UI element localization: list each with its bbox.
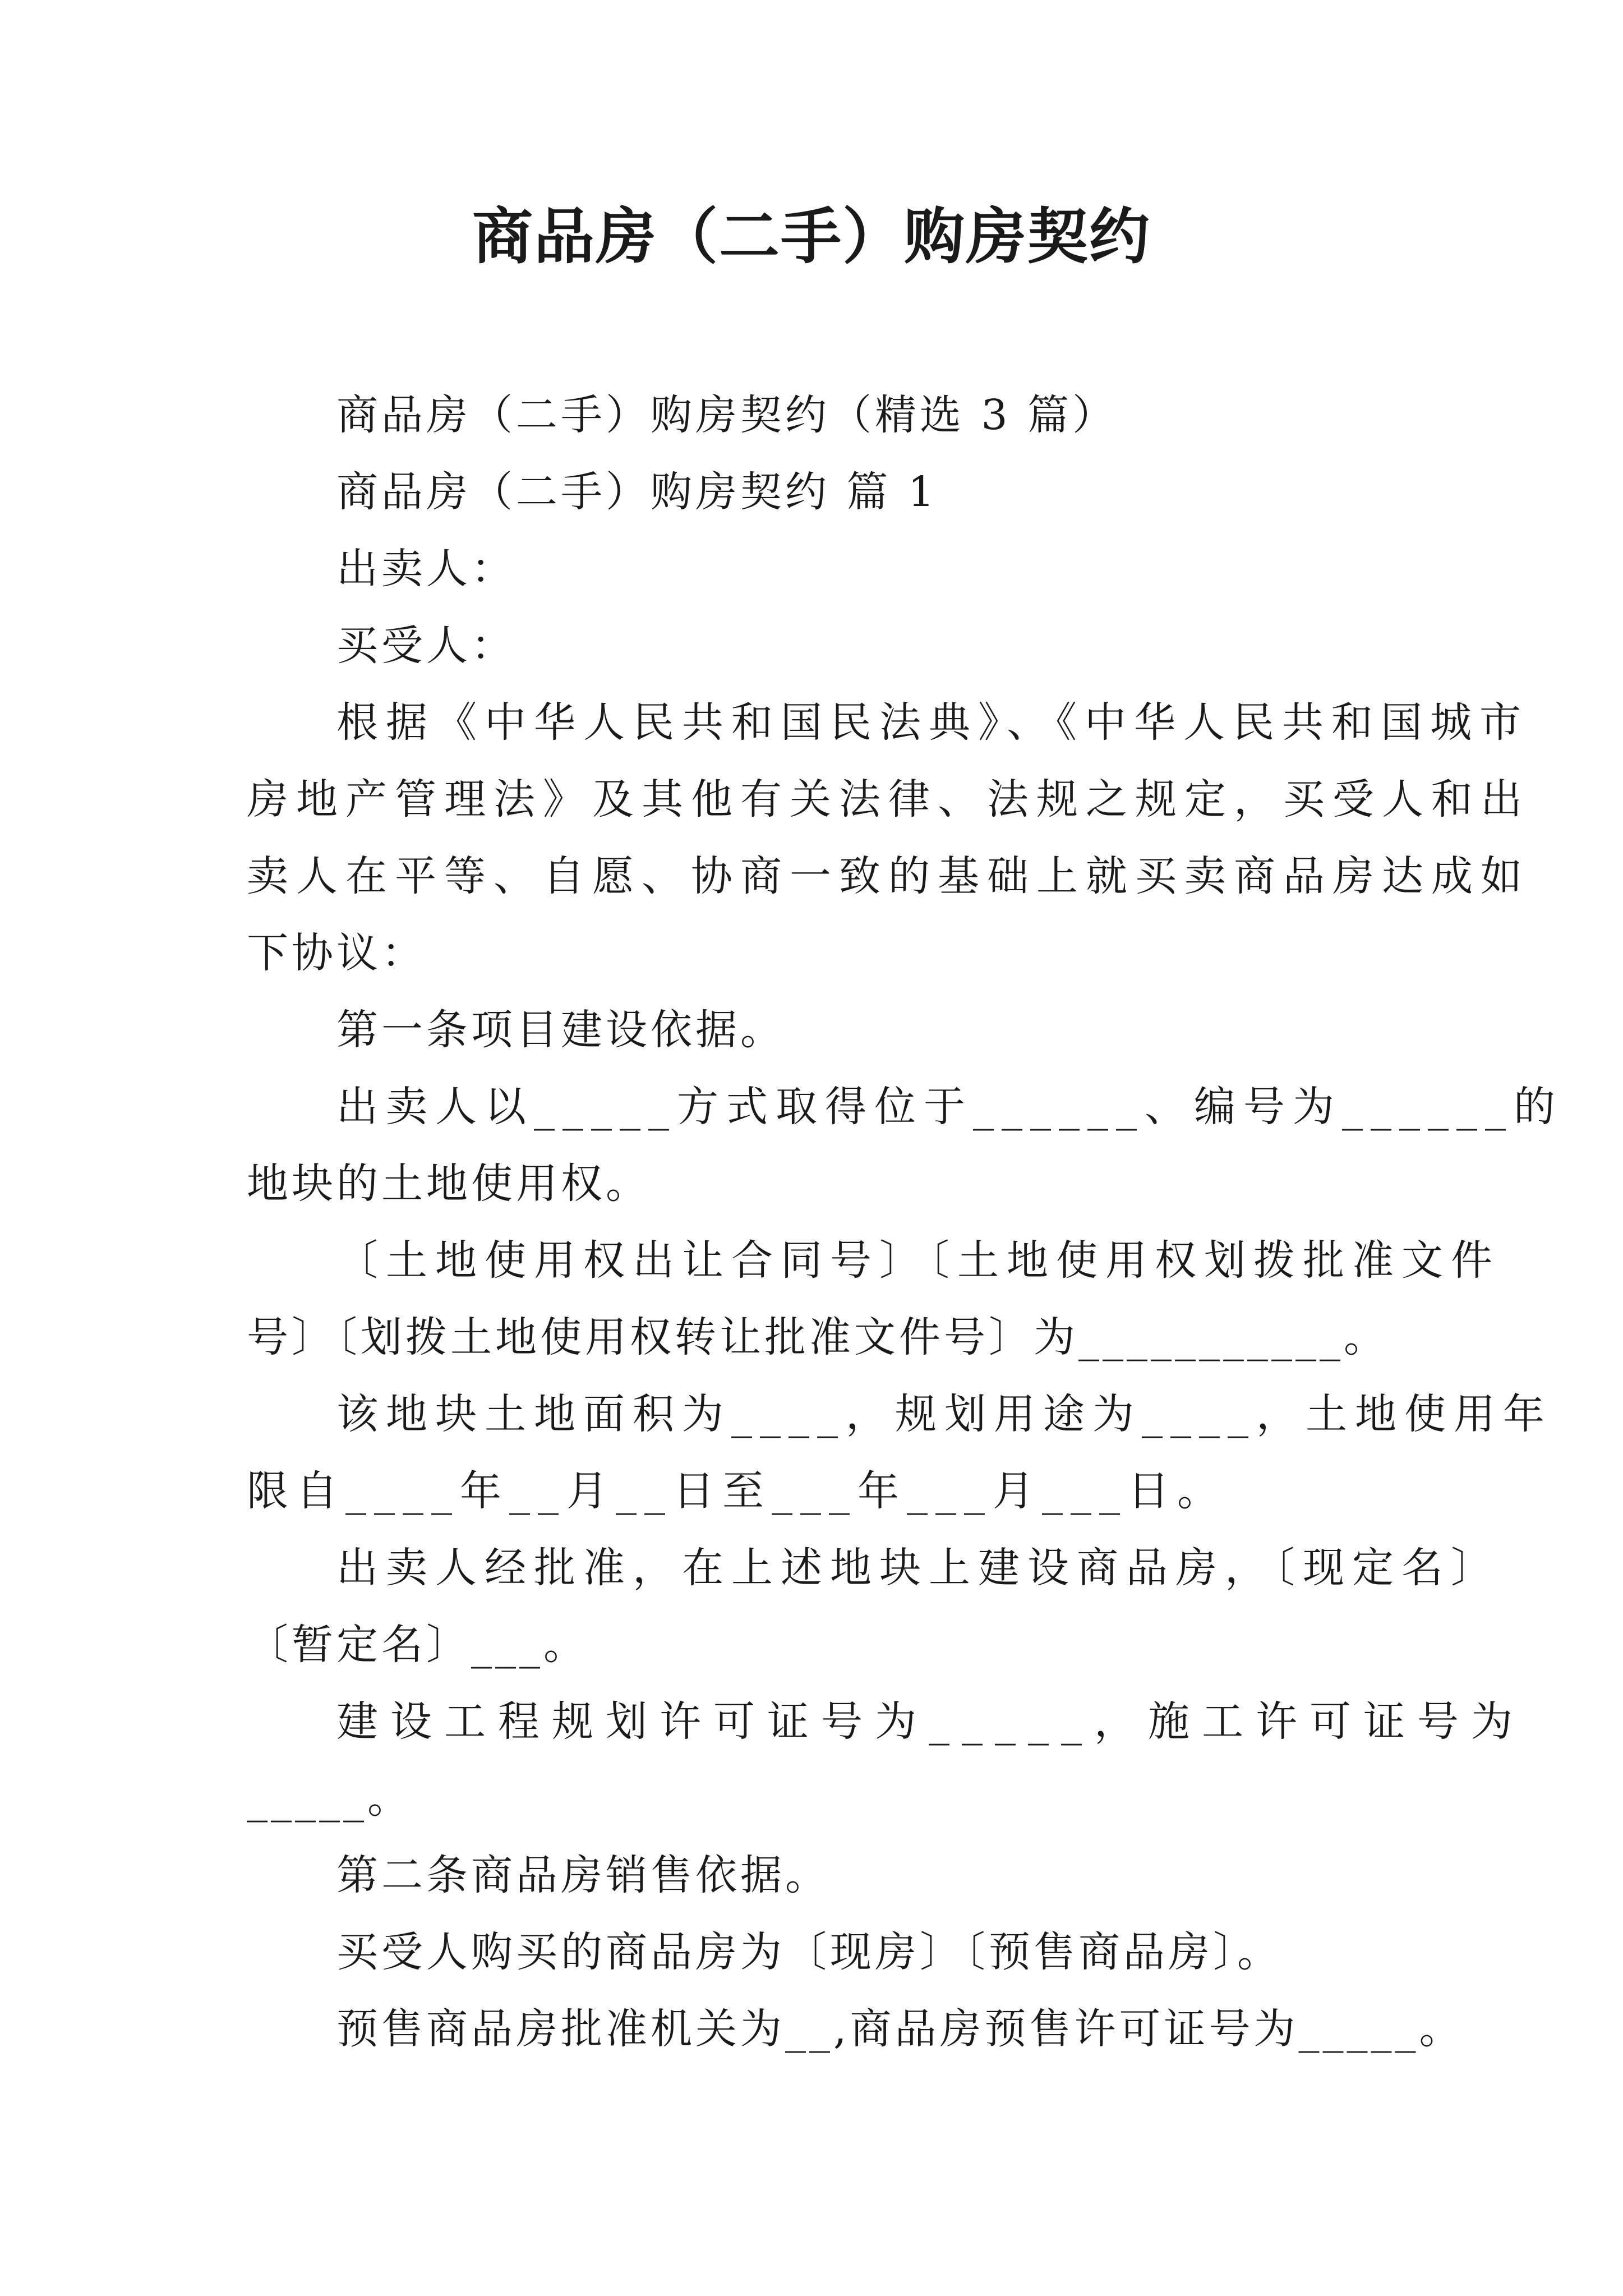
section-heading: 商品房（二手）购房契约 篇 1 [336,468,938,516]
paragraph-line: 预售商品房批准机关为__,商品房预售许可证号为_____。 [336,2005,1464,2053]
paragraph-line: 〔暂定名〕___。 [247,1621,588,1669]
paragraph-line: 建设工程规划许可证号为_____，施工许可证号为 [336,1697,1525,1746]
paragraph-line: 地块的土地使用权。 [247,1159,651,1208]
paragraph-line: 卖人在平等、自愿、协商一致的基础上就买卖商品房达成如 [247,852,1530,900]
paragraph-line: 出卖人以_____方式取得位于______、编号为______的 [336,1083,1563,1131]
paragraph-line: 买受人购买的商品房为〔现房〕〔预售商品房〕。 [336,1928,1282,1976]
article-heading: 第二条商品房销售依据。 [336,1851,830,1899]
paragraph-line: 号〕〔划拨土地使用权转让批准文件号〕为___________。 [247,1313,1389,1361]
paragraph-line: 限自____年__月__日至___年___月___日。 [247,1467,1227,1515]
paragraph-line: _____。 [247,1774,412,1823]
paragraph-line: 下协议： [247,929,426,977]
paragraph-line: 〔土地使用权出让合同号〕〔土地使用权划拨批准文件 [336,1236,1500,1285]
buyer-label: 买受人： [336,622,516,670]
document-title: 商品房（二手）购房契约 [472,201,1151,272]
article-heading: 第一条项目建设依据。 [336,1006,785,1054]
paragraph-line: 出卖人经批准，在上述地块上建设商品房，〔现定名〕 [336,1544,1500,1592]
paragraph-line: 该地块土地面积为____，规划用途为____，土地使用年 [336,1390,1552,1438]
paragraph-line: 房地产管理法》及其他有关法律、法规之规定，买受人和出 [247,775,1530,823]
paragraph-line: 根据《中华人民共和国民法典》、《中华人民共和国城市 [336,698,1529,747]
subtitle-collection: 商品房（二手）购房契约（精选 3 篇） [336,391,1118,439]
seller-label: 出卖人： [336,545,516,593]
